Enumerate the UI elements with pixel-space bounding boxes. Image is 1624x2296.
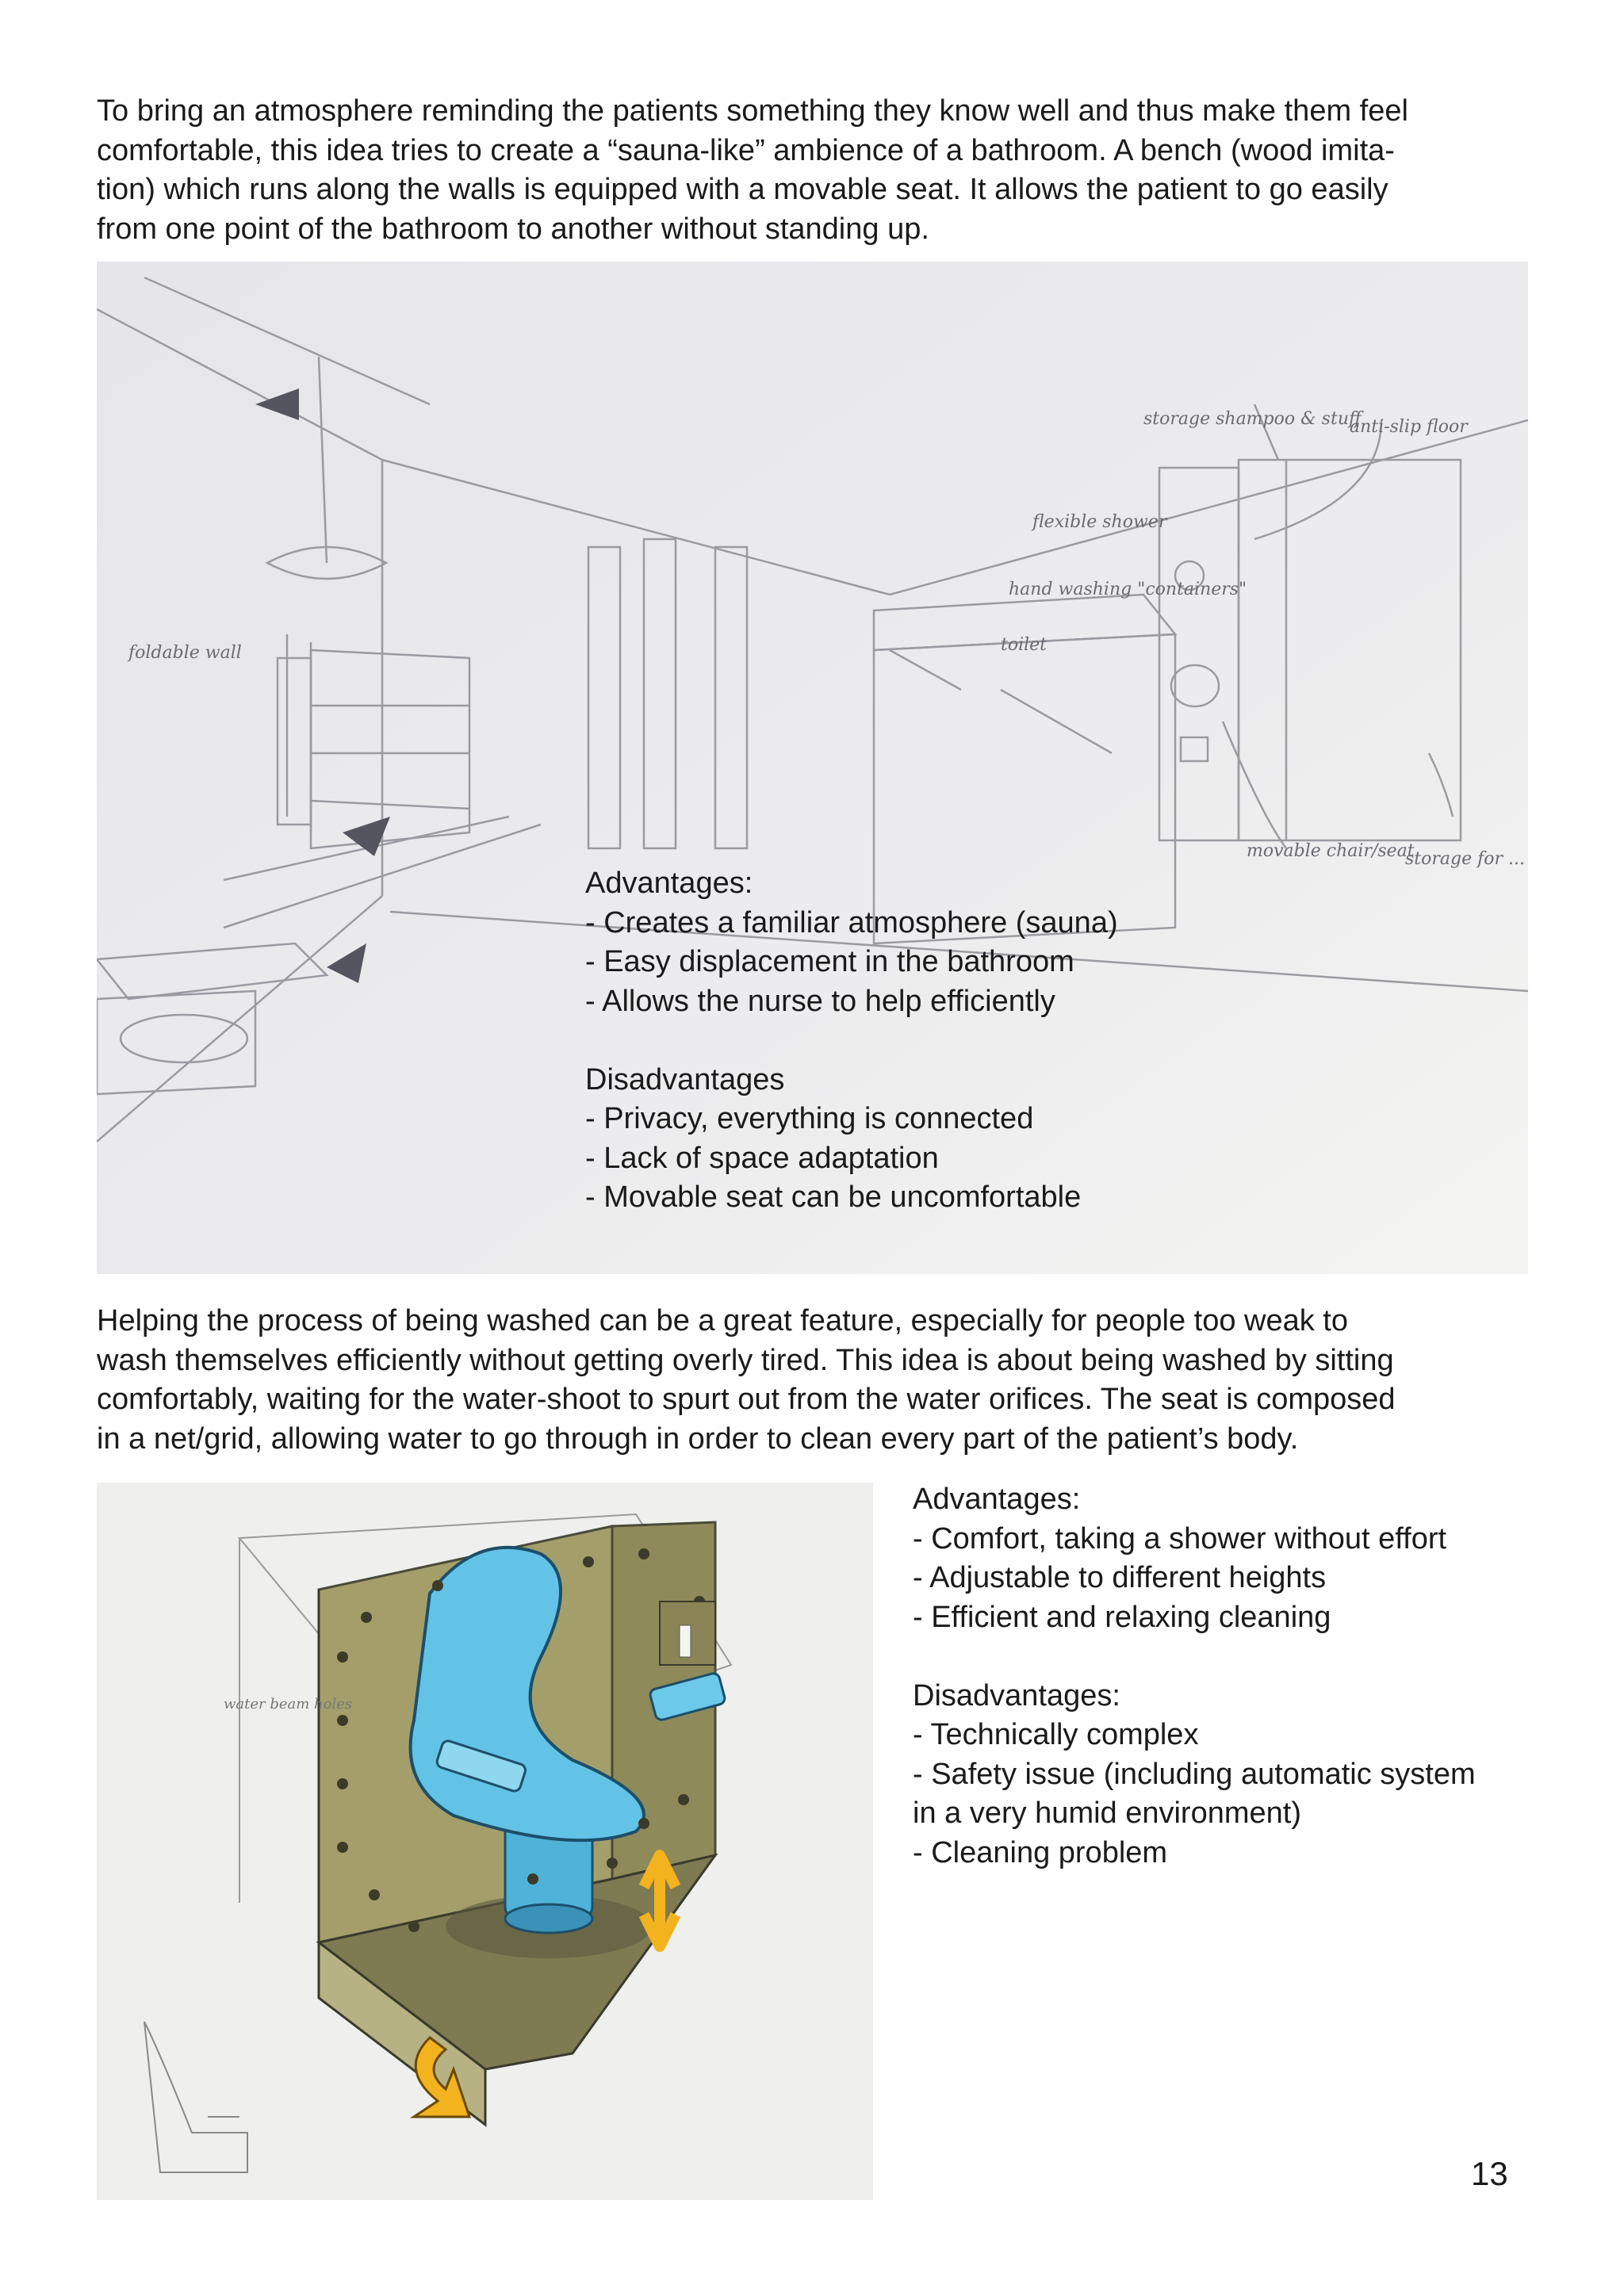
- washing-annotation: hand washing "containers": [1009, 580, 1247, 599]
- toilet-annotation: toilet: [1001, 635, 1048, 655]
- storage-annotation: storage shampoo & stuff: [1143, 409, 1362, 429]
- disadvantage-item: - Privacy, everything is connected: [585, 1102, 1034, 1135]
- wall-annotation: foldable wall: [128, 643, 242, 663]
- washing-seat-pros-cons: [913, 1480, 1476, 1873]
- advantage-item: - Allows the nurse to help efficiently: [585, 984, 1055, 1018]
- para1-line: tion) which runs along the walls is equipped with a movable seat. It allows the patient to go easily: [97, 173, 1388, 206]
- disadvantages-heading: Disadvantages:: [913, 1678, 1120, 1712]
- para2-line: comfortably, waiting for the water-shoot to spurt out from the water orifices. The seat is composed: [97, 1383, 1396, 1416]
- para1-line: comfortable, this idea tries to create a “sauna-like” ambience of a bathroom. A bench (wood imita-: [97, 133, 1395, 167]
- advantage-item: - Creates a familiar atmosphere (sauna): [585, 905, 1118, 939]
- disadvantage-item: - Cleaning problem: [913, 1835, 1168, 1869]
- para1-line: To bring an atmosphere reminding the patients something they know well and thus make them feel: [97, 94, 1408, 128]
- advantage-item: - Efficient and relaxing cleaning: [913, 1600, 1331, 1634]
- disadvantage-item: - Safety issue (including automatic system: [913, 1757, 1476, 1791]
- para2-line: Helping the process of being washed can be a great feature, especially for people too weak to: [97, 1304, 1349, 1337]
- advantages-heading: Advantages:: [913, 1483, 1081, 1516]
- advantage-item: - Easy displacement in the bathroom: [585, 945, 1074, 978]
- advantage-item: - Adjustable to different heights: [913, 1561, 1327, 1594]
- disadvantage-item: - Technically complex: [913, 1718, 1199, 1751]
- water-beam-annotation: water beam holes: [224, 1696, 353, 1712]
- list-spacer: [585, 1021, 1118, 1061]
- washing-seat-paragraph: [97, 1302, 1545, 1459]
- advantage-item: - Comfort, taking a shower without effort: [913, 1521, 1447, 1556]
- intro-paragraph-sauna: [97, 92, 1545, 249]
- advantages-heading: Advantages:: [585, 867, 753, 900]
- page-number: 13: [1471, 2155, 1508, 2192]
- shower-annotation: flexible shower: [1032, 512, 1167, 532]
- disadvantage-item: - Movable seat can be uncomfortable: [585, 1181, 1082, 1214]
- washing-seat-sketch-drawing: [97, 1483, 873, 2200]
- para2-line: wash themselves efficiently without getting overly tired. This idea is about being washed by sitting: [97, 1343, 1394, 1377]
- list-spacer: [913, 1637, 1476, 1677]
- sauna-pros-cons: [585, 864, 1118, 1218]
- disadvantage-item: in a very humid environment): [913, 1797, 1301, 1830]
- para1-line: from one point of the bathroom to another without standing up.: [97, 212, 929, 246]
- storage2-annotation: storage for ...: [1405, 849, 1525, 869]
- floor-annotation: anti-slip floor: [1350, 417, 1468, 437]
- para2-line: in a net/grid, allowing water to go through in order to clean every part of the patient’s body.: [97, 1422, 1299, 1456]
- washing-seat-sketch: [97, 1483, 873, 2200]
- chair-annotation: movable chair/seat: [1247, 841, 1415, 861]
- disadvantages-heading: Disadvantages: [585, 1062, 785, 1096]
- disadvantage-item: - Lack of space adaptation: [585, 1141, 939, 1175]
